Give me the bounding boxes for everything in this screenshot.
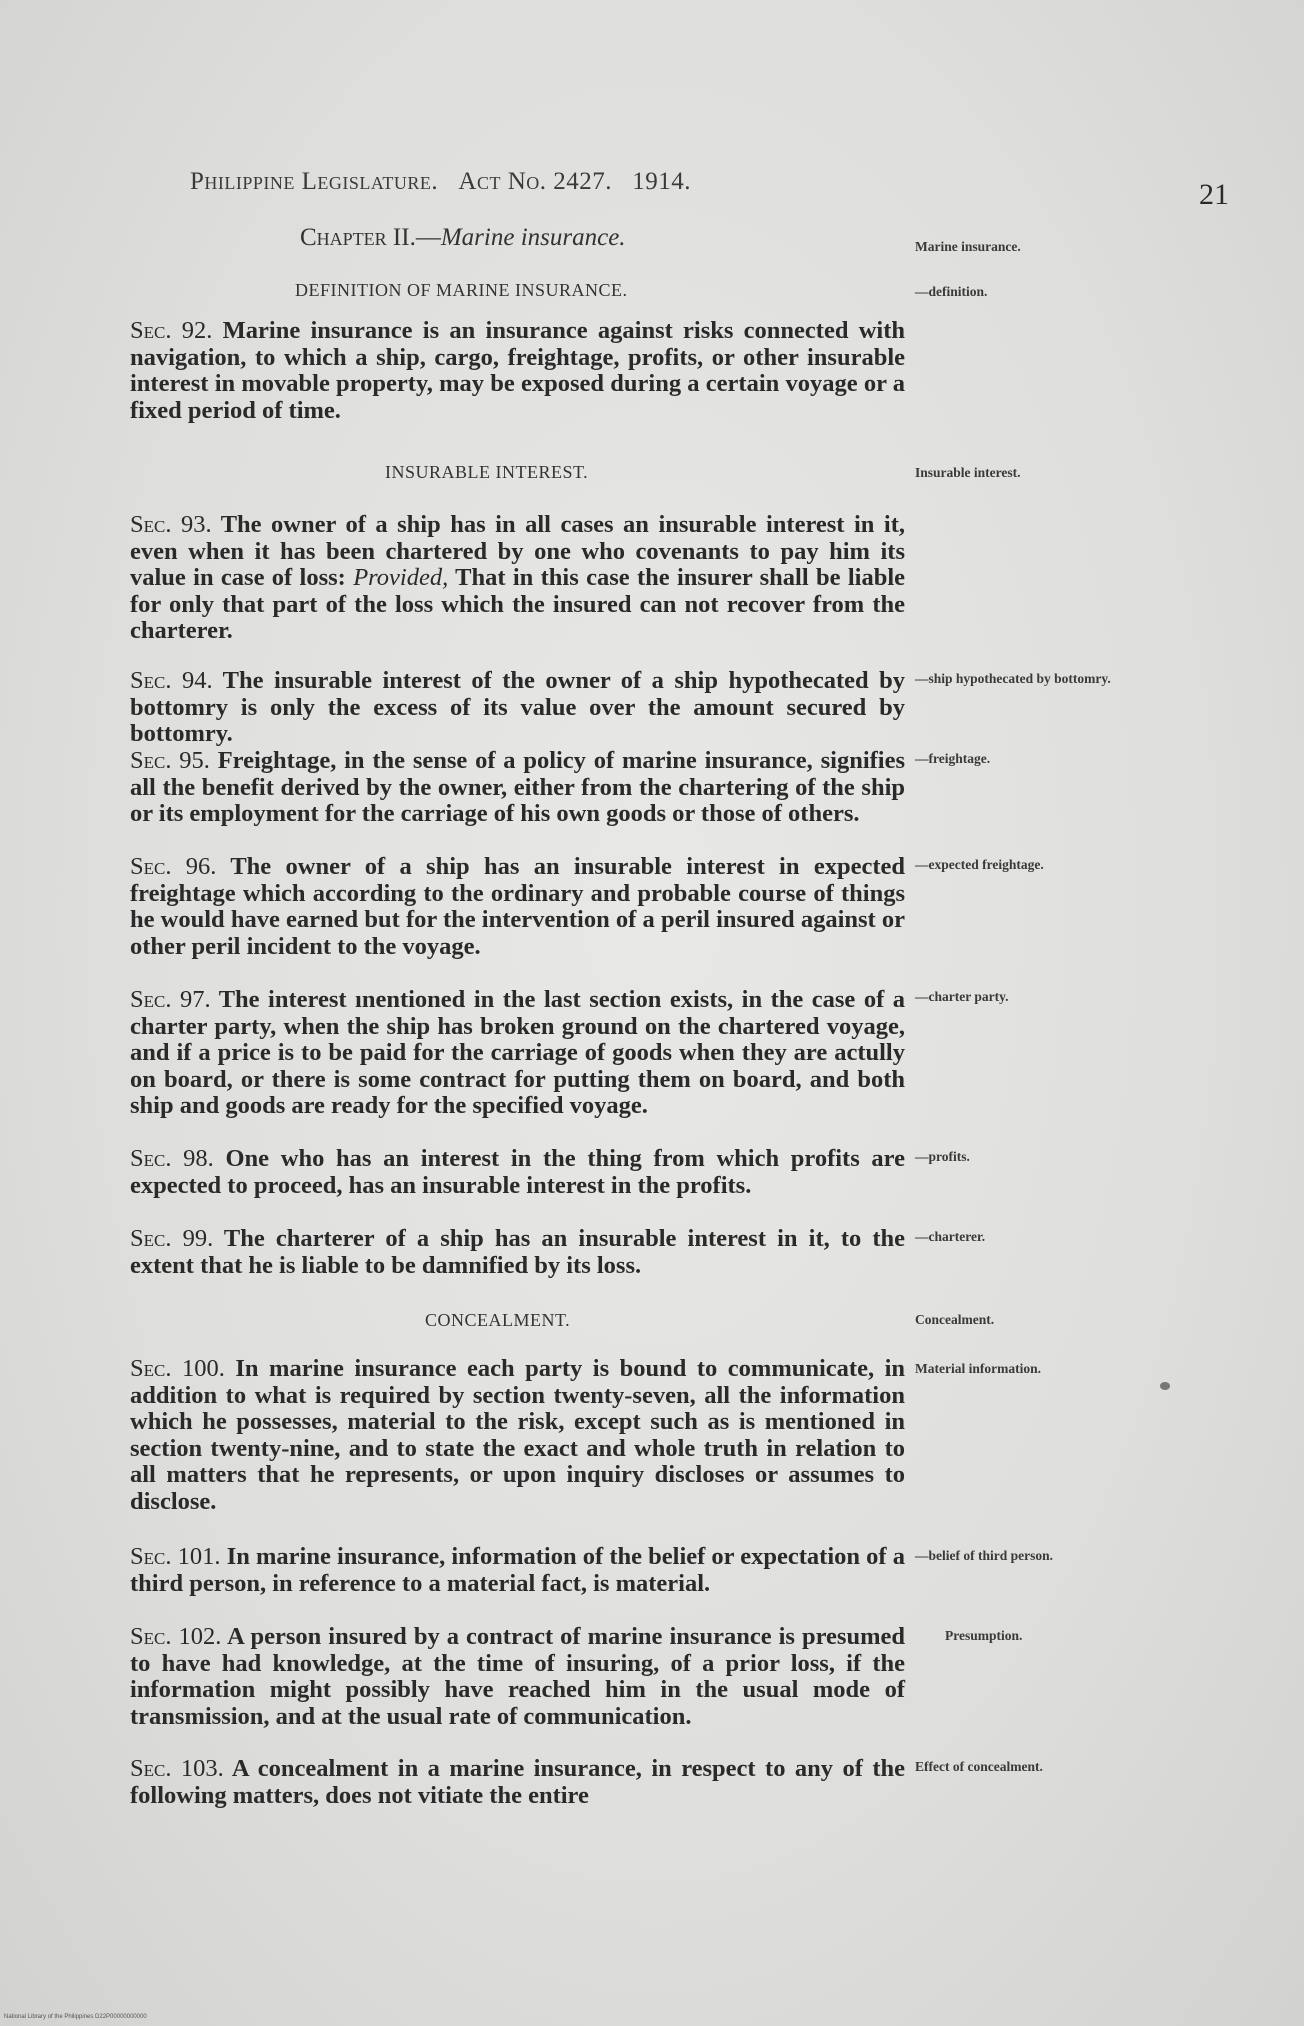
- section-text-continued: That in this case the insurer shall be liable for only that part of the loss which the insured can not recover from the charterer.: [130, 564, 906, 644]
- page-number: 21: [1199, 178, 1229, 211]
- act-number: Act No. 2427.: [458, 168, 613, 195]
- section-98: [130, 1146, 905, 1199]
- section-text: The charterer of a ship has an insurable interest in it, to the extent that he is liable to be damnified by its loss.: [130, 1225, 906, 1279]
- section-text: In marine insurance, information of the belief or expectation of a third person, in reference to a material fact, is material.: [130, 1543, 905, 1597]
- section-103: [130, 1756, 905, 1809]
- heading-concealment: CONCEALMENT.: [425, 1310, 571, 1330]
- section-text: In marine insurance each party is bound to communicate, in addition to what is required by section twenty-seven, all the information which he possesses, material to the risk, except such as is mentioned in section twenty-nine, and to state the exact and whole truth in relation to all matters that he represents, or upon inquiry discloses or assumes to disclose.: [130, 1355, 906, 1515]
- section-99: [130, 1226, 905, 1279]
- margin-note-charterer: —charterer.: [915, 1229, 986, 1244]
- section-100: [130, 1356, 905, 1515]
- margin-note-ship-hypothecated: —ship hypothecated by bottomry.: [915, 671, 1111, 686]
- margin-note-insurable-interest: Insurable interest.: [915, 465, 1021, 480]
- margin-note-presumption: Presumption.: [945, 1628, 1023, 1643]
- margin-note-material-information: Material information.: [915, 1361, 1041, 1376]
- legislature-name: Philippine Legislature.: [190, 168, 439, 195]
- section-92: [130, 318, 905, 424]
- section-95: [130, 748, 905, 828]
- section-label: Sec. 102.: [130, 1623, 222, 1650]
- section-text: A concealment in a marine insurance, in respect to any of the following matters, does not vitiate the entire: [130, 1755, 905, 1809]
- section-text: A person insured by a contract of marine insurance is presumed to have had knowledge, at the time of insuring, of a prior loss, if the information might possibly have reached him in the usual mode of transmission, and at the usual rate of communication.: [130, 1623, 905, 1730]
- act-year: 1914.: [632, 168, 692, 195]
- section-label: Sec. 97.: [130, 986, 211, 1013]
- margin-note-definition: —definition.: [915, 284, 988, 299]
- scan-speck: [1160, 1382, 1170, 1390]
- proviso: Provided,: [353, 564, 449, 591]
- section-text: Marine insurance is an insurance against risks connected with navigation, to which a ship, cargo, freightage, profits, or other insurable interest in movable property, may be exposed during a certain voyage or a fixed period of time.: [130, 317, 906, 424]
- chapter-name: Marine insurance.: [440, 224, 626, 251]
- section-label: Sec. 99.: [130, 1225, 214, 1252]
- section-label: Sec. 95.: [130, 747, 210, 774]
- scan-footer: National Library of the Philippines D22P00000000000: [4, 2014, 147, 2020]
- heading-definition: DEFINITION OF MARINE INSURANCE.: [295, 280, 628, 300]
- chapter-title: [300, 224, 626, 252]
- section-label: Sec. 96.: [130, 853, 217, 880]
- section-97: [130, 987, 905, 1120]
- section-94: [130, 668, 905, 748]
- section-101: [130, 1544, 905, 1597]
- chapter-label: Chapter II.—: [300, 224, 441, 251]
- section-text: The interest ınentioned in the last section exists, in the case of a charter party, when the ship has broken ground on the chartered voyage, and if a price is to be paid for the carriage of goods when they are actully on board, or there is some contract for putting them on board, and both ship and goods are ready for the specified voyage.: [130, 986, 905, 1119]
- section-text: One who has an interest in the thing from which profits are expected to proceed, has an insurable interest in the profits.: [130, 1145, 905, 1199]
- section-text: Freightage, in the sense of a policy of marine insurance, signifies all the benefit derived by the owner, either from the chartering of the ship or its employment for the carriage of his own goods or those of others.: [130, 747, 905, 827]
- heading-insurable-interest: INSURABLE INTEREST.: [385, 462, 589, 482]
- margin-note-effect-of-concealment: Effect of concealment.: [915, 1759, 1043, 1774]
- section-label: Sec. 93.: [130, 511, 212, 538]
- section-label: Sec. 101.: [130, 1543, 221, 1570]
- margin-note-freightage: —freightage.: [915, 751, 991, 766]
- margin-note-expected-freightage: —expected freightage.: [915, 857, 1044, 872]
- section-text: The insurable interest of the owner of a ship hypothecated by bottomry is only the excess of its value over the amount secured by bottomry.: [130, 667, 905, 747]
- margin-note-marine-insurance: Marine insurance.: [915, 239, 1021, 254]
- section-label: Sec. 103.: [130, 1755, 224, 1782]
- running-head: [190, 168, 691, 196]
- margin-note-profits: —profits.: [915, 1149, 970, 1164]
- margin-note-belief-third-person: —belief of third person.: [915, 1548, 1053, 1563]
- margin-note-concealment: Concealment.: [915, 1312, 995, 1327]
- section-text: The owner of a ship has in all cases an insurable interest in it, even when it has been chartered by one who covenants to pay him its value in case of loss:: [130, 511, 905, 591]
- section-text: The owner of a ship has an insurable interest in expected freightage which according to the ordinary and probable course of things he would have earned but for the intervention of a peril insured against or other peril incident to the voyage.: [130, 853, 905, 960]
- section-label: Sec. 100.: [130, 1355, 225, 1382]
- section-label: Sec. 98.: [130, 1145, 214, 1172]
- section-93: [130, 512, 905, 645]
- section-label: Sec. 92.: [130, 317, 213, 344]
- section-96: [130, 854, 905, 960]
- section-102: [130, 1624, 905, 1730]
- section-label: Sec. 94.: [130, 667, 213, 694]
- margin-note-charter-party: —charter party.: [915, 989, 1009, 1004]
